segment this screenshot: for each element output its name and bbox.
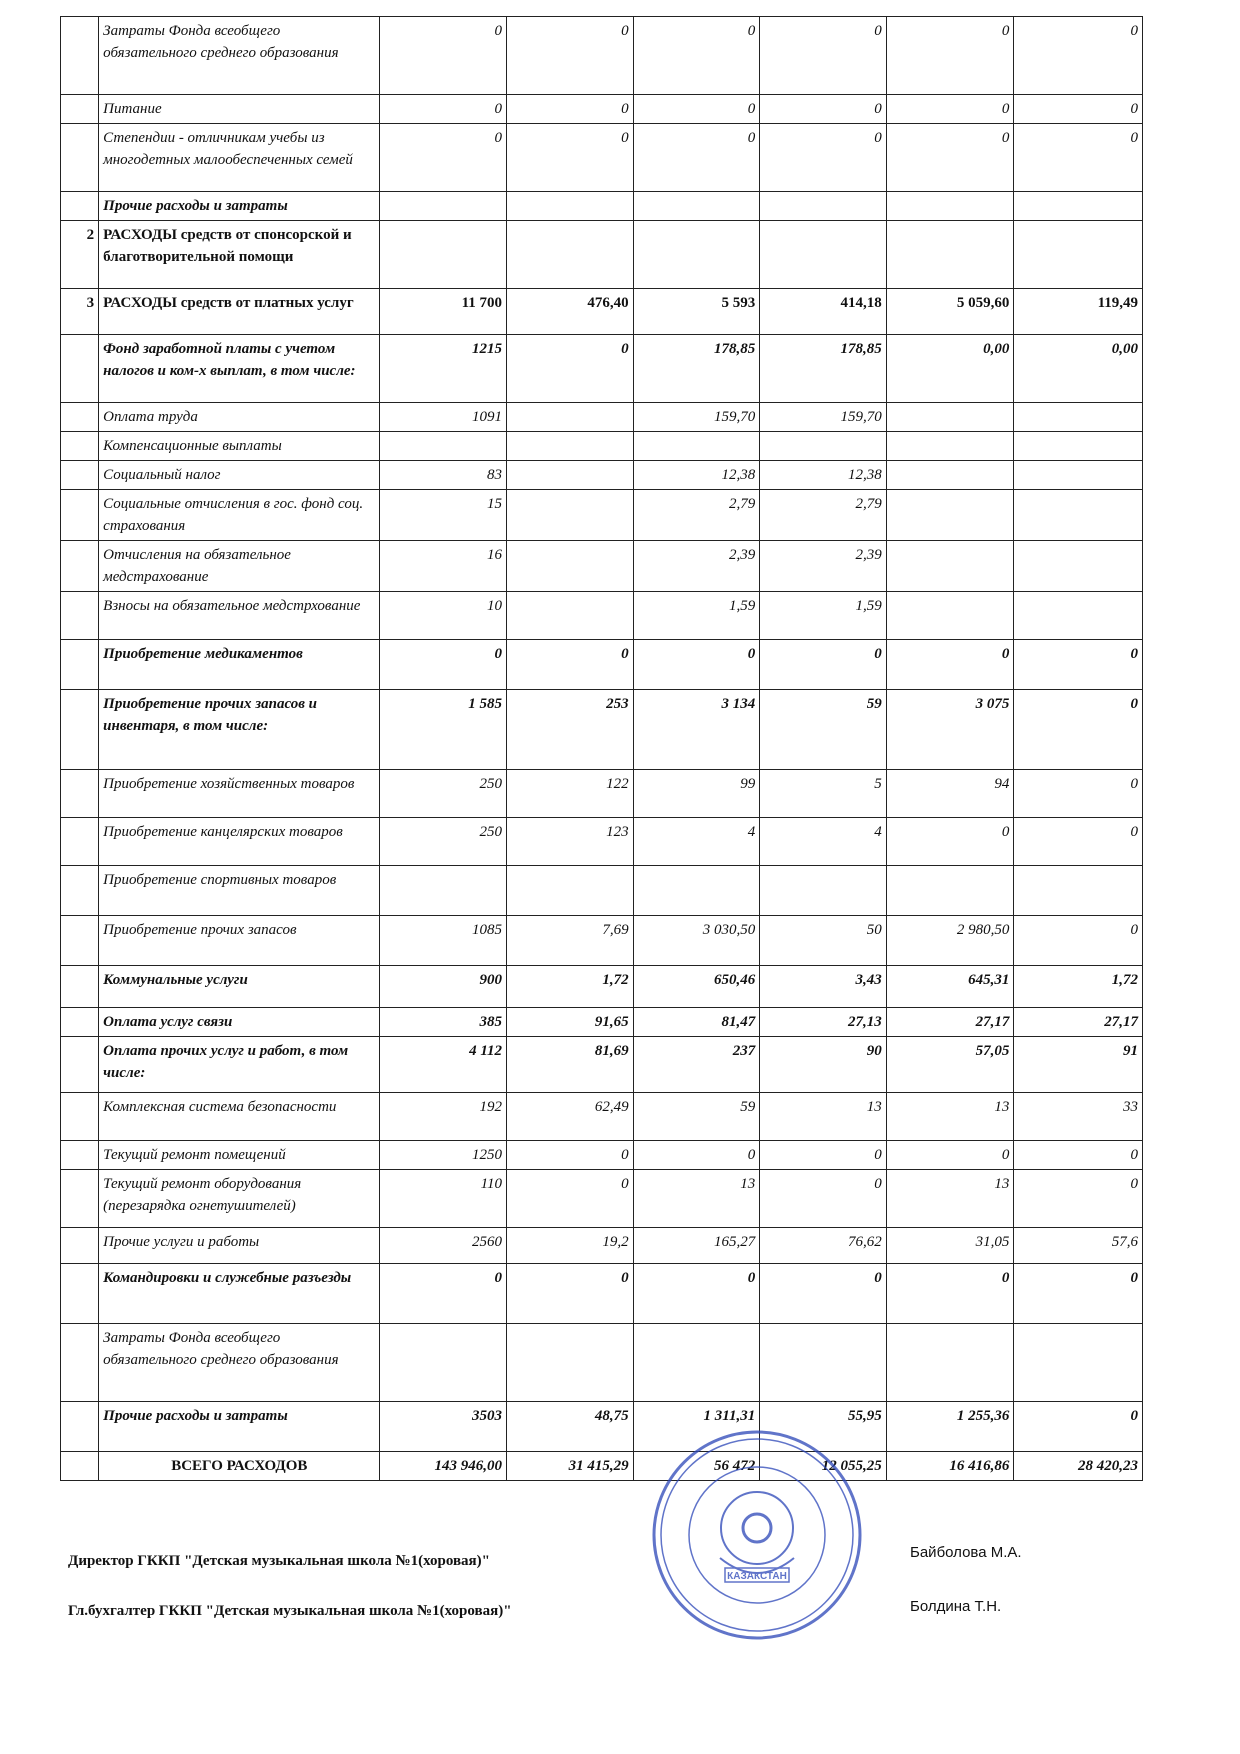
row-number [61, 592, 99, 640]
row-value-col2: 0 [507, 1141, 634, 1170]
row-value-col5 [886, 1324, 1014, 1402]
row-value-col1: 3503 [380, 1402, 507, 1452]
row-value-col2: 476,40 [507, 289, 634, 335]
row-value-col2: 0 [507, 640, 634, 690]
row-value-col1: 900 [380, 966, 507, 1008]
row-value-col3: 0 [633, 1264, 760, 1324]
row-value-col6: 27,17 [1014, 1008, 1143, 1037]
row-value-col3: 159,70 [633, 403, 760, 432]
row-value-col5: 0 [886, 1264, 1014, 1324]
row-value-col3: 1,59 [633, 592, 760, 640]
row-number [61, 432, 99, 461]
row-value-col2: 122 [507, 770, 634, 818]
row-value-col6: 0 [1014, 95, 1143, 124]
row-number [61, 1228, 99, 1264]
row-value-col2: 0 [507, 124, 634, 192]
expenses-table [60, 16, 1143, 1481]
director-title: Директор ГККП "Детская музыкальная школа №1(хоровая)" [68, 1553, 490, 1569]
table-row [61, 1141, 1143, 1170]
row-value-col1: 385 [380, 1008, 507, 1037]
table-row [61, 1264, 1143, 1324]
row-value-col2 [507, 592, 634, 640]
row-value-col5: 645,31 [886, 966, 1014, 1008]
row-value-col1: 0 [380, 124, 507, 192]
row-value-col2: 253 [507, 690, 634, 770]
row-value-col6: 0 [1014, 770, 1143, 818]
row-value-col6: 0 [1014, 690, 1143, 770]
row-value-col5: 0 [886, 1141, 1014, 1170]
row-value-col4: 13 [760, 1093, 887, 1141]
table-row [61, 916, 1143, 966]
row-value-col3: 12,38 [633, 461, 760, 490]
row-value-col4: 0 [760, 1141, 887, 1170]
row-value-col3 [633, 192, 760, 221]
row-value-col6 [1014, 490, 1143, 541]
row-value-col5 [886, 592, 1014, 640]
row-value-col4 [760, 432, 887, 461]
table-row [61, 124, 1143, 192]
accountant-name: Болдина Т.Н. [910, 1598, 1002, 1615]
total-row [61, 1452, 1143, 1481]
row-value-col3: 13 [633, 1170, 760, 1228]
row-number [61, 17, 99, 95]
row-label: Текущий ремонт помещений [99, 1141, 380, 1170]
row-number [61, 866, 99, 916]
emblem-icon [721, 1492, 793, 1564]
row-label: Комплексная система безопасности [99, 1093, 380, 1141]
row-number [61, 916, 99, 966]
row-value-col3: 3 134 [633, 690, 760, 770]
row-value-col6: 0 [1014, 1264, 1143, 1324]
row-value-col1: 1091 [380, 403, 507, 432]
row-value-col3: 81,47 [633, 1008, 760, 1037]
row-value-col1: 1 585 [380, 690, 507, 770]
table-row [61, 1093, 1143, 1141]
row-value-col2 [507, 866, 634, 916]
row-value-col4: 0 [760, 95, 887, 124]
row-value-col6 [1014, 866, 1143, 916]
row-value-col3 [633, 221, 760, 289]
row-value-col4: 4 [760, 818, 887, 866]
row-value-col1: 16 [380, 541, 507, 592]
row-value-col6: 0 [1014, 124, 1143, 192]
official-stamp [650, 1428, 865, 1643]
table-row [61, 966, 1143, 1008]
row-number [61, 966, 99, 1008]
row-value-col5: 3 075 [886, 690, 1014, 770]
row-value-col1: 0 [380, 95, 507, 124]
row-label: Оплата труда [99, 403, 380, 432]
row-number [61, 1170, 99, 1228]
table-row [61, 403, 1143, 432]
row-label: Социальный налог [99, 461, 380, 490]
row-value-col6: 0 [1014, 1402, 1143, 1452]
row-value-col3: 650,46 [633, 966, 760, 1008]
row-value-col1 [380, 192, 507, 221]
row-value-col1: 15 [380, 490, 507, 541]
row-value-col5 [886, 541, 1014, 592]
row-value-col6 [1014, 403, 1143, 432]
row-value-col5: 5 059,60 [886, 289, 1014, 335]
row-value-col4: 12,38 [760, 461, 887, 490]
row-value-col5: 27,17 [886, 1008, 1014, 1037]
row-value-col5: 13 [886, 1093, 1014, 1141]
row-number [61, 1402, 99, 1452]
row-value-col4: 0 [760, 1170, 887, 1228]
row-value-col2: 0 [507, 95, 634, 124]
row-value-col1: 4 112 [380, 1037, 507, 1093]
table-row [61, 221, 1143, 289]
row-value-col6: 91 [1014, 1037, 1143, 1093]
row-label: Затраты Фонда всеобщего обязательного среднего образования [99, 17, 380, 95]
table-row [61, 818, 1143, 866]
row-label: Приобретение прочих запасов [99, 916, 380, 966]
table-row [61, 335, 1143, 403]
row-value-col3: 5 593 [633, 289, 760, 335]
row-value-col6: 0 [1014, 1141, 1143, 1170]
row-value-col6: 0,00 [1014, 335, 1143, 403]
row-value-col4: 0 [760, 640, 887, 690]
row-number [61, 1037, 99, 1093]
table-row [61, 1228, 1143, 1264]
row-value-col6: 119,49 [1014, 289, 1143, 335]
row-value-col3 [633, 866, 760, 916]
row-value-col3: 1 311,31 [633, 1402, 760, 1452]
row-value-col6: 0 [1014, 640, 1143, 690]
row-number [61, 1093, 99, 1141]
row-number [61, 1324, 99, 1402]
row-value-col1: 0 [380, 640, 507, 690]
table-row [61, 490, 1143, 541]
row-label: Текущий ремонт оборудования (перезарядка огнетушителей) [99, 1170, 380, 1228]
row-value-col1: 250 [380, 818, 507, 866]
row-value-col2: 0 [507, 335, 634, 403]
row-number [61, 770, 99, 818]
row-value-col3: 59 [633, 1093, 760, 1141]
row-value-col1: 250 [380, 770, 507, 818]
row-value-col5 [886, 403, 1014, 432]
table-row [61, 1324, 1143, 1402]
table-row [61, 1008, 1143, 1037]
row-value-col1: 2560 [380, 1228, 507, 1264]
row-value-col3: 0 [633, 640, 760, 690]
row-value-col3: 4 [633, 818, 760, 866]
row-value-col2: 1,72 [507, 966, 634, 1008]
row-value-col1: 0 [380, 1264, 507, 1324]
row-number [61, 335, 99, 403]
row-value-col6 [1014, 592, 1143, 640]
row-label: Социальные отчисления в гос. фонд соц. страхования [99, 490, 380, 541]
row-value-col2: 62,49 [507, 1093, 634, 1141]
row-value-col6: 0 [1014, 1170, 1143, 1228]
row-value-col4: 1,59 [760, 592, 887, 640]
row-value-col4: 50 [760, 916, 887, 966]
row-value-col2: 91,65 [507, 1008, 634, 1037]
row-value-col4: 0 [760, 17, 887, 95]
row-value-col1: 1085 [380, 916, 507, 966]
table-row [61, 1402, 1143, 1452]
row-value-col4: 2,79 [760, 490, 887, 541]
row-value-col2: 0 [507, 1264, 634, 1324]
row-number [61, 461, 99, 490]
table-row [61, 95, 1143, 124]
row-value-col2 [507, 192, 634, 221]
row-value-col4: 2,39 [760, 541, 887, 592]
row-value-col2: 0 [507, 17, 634, 95]
row-value-col1: 11 700 [380, 289, 507, 335]
row-value-col2 [507, 221, 634, 289]
row-value-col5: 31,05 [886, 1228, 1014, 1264]
row-value-col5: 0 [886, 818, 1014, 866]
row-value-col4: 55,95 [760, 1402, 887, 1452]
stamp-inner-ring [661, 1439, 853, 1631]
table-row [61, 592, 1143, 640]
row-value-col5: 0 [886, 640, 1014, 690]
row-value-col4: 59 [760, 690, 887, 770]
row-value-col3: 178,85 [633, 335, 760, 403]
row-label: Прочие расходы и затраты [99, 1402, 380, 1452]
total-value-col2: 31 415,29 [507, 1452, 634, 1481]
row-value-col5 [886, 461, 1014, 490]
row-value-col2: 7,69 [507, 916, 634, 966]
row-value-col3 [633, 432, 760, 461]
row-value-col4 [760, 1324, 887, 1402]
row-value-col4: 178,85 [760, 335, 887, 403]
row-value-col3: 2,79 [633, 490, 760, 541]
row-value-col5: 13 [886, 1170, 1014, 1228]
row-value-col2: 81,69 [507, 1037, 634, 1093]
row-value-col2: 0 [507, 1170, 634, 1228]
row-value-col5: 0 [886, 95, 1014, 124]
row-value-col3: 0 [633, 95, 760, 124]
row-label: Оплата услуг связи [99, 1008, 380, 1037]
row-value-col2 [507, 490, 634, 541]
table-row [61, 17, 1143, 95]
row-value-col2 [507, 461, 634, 490]
total-value-col1: 143 946,00 [380, 1452, 507, 1481]
row-label: Прочие расходы и затраты [99, 192, 380, 221]
row-value-col3: 2,39 [633, 541, 760, 592]
row-label: Прочие услуги и работы [99, 1228, 380, 1264]
row-number [61, 124, 99, 192]
table-row [61, 1170, 1143, 1228]
emblem-center-icon [743, 1514, 771, 1542]
row-value-col6 [1014, 432, 1143, 461]
row-value-col6: 0 [1014, 17, 1143, 95]
row-label: Затраты Фонда всеобщего обязательного среднего образования [99, 1324, 380, 1402]
row-value-col1: 110 [380, 1170, 507, 1228]
row-value-col1: 1250 [380, 1141, 507, 1170]
row-value-col4 [760, 192, 887, 221]
row-value-col2: 123 [507, 818, 634, 866]
row-label: Взносы на обязательное медстрхование [99, 592, 380, 640]
expenses-table-body [61, 17, 1143, 1481]
row-value-col5 [886, 490, 1014, 541]
row-number [61, 490, 99, 541]
row-value-col4: 414,18 [760, 289, 887, 335]
row-number [61, 1141, 99, 1170]
row-label: Оплата прочих услуг и работ, в том числе: [99, 1037, 380, 1093]
row-value-col2: 19,2 [507, 1228, 634, 1264]
stamp-label: КАЗАКСТАН [727, 1571, 787, 1582]
row-value-col3: 0 [633, 124, 760, 192]
row-value-col2 [507, 541, 634, 592]
row-value-col6 [1014, 1324, 1143, 1402]
row-label: Коммунальные услуги [99, 966, 380, 1008]
row-value-col5: 57,05 [886, 1037, 1014, 1093]
row-number [61, 690, 99, 770]
row-label: Командировки и служебные разъезды [99, 1264, 380, 1324]
row-number [61, 640, 99, 690]
row-value-col4 [760, 866, 887, 916]
table-row [61, 640, 1143, 690]
row-label: Приобретение медикаментов [99, 640, 380, 690]
row-value-col1 [380, 432, 507, 461]
row-value-col6: 0 [1014, 818, 1143, 866]
table-row [61, 461, 1143, 490]
row-value-col1: 192 [380, 1093, 507, 1141]
row-number [61, 95, 99, 124]
row-value-col3: 165,27 [633, 1228, 760, 1264]
table-row [61, 541, 1143, 592]
row-value-col4 [760, 221, 887, 289]
stamp-outer-ring [654, 1432, 860, 1638]
accountant-title: Гл.бухгалтер ГККП "Детская музыкальная школа №1(хоровая)" [68, 1603, 512, 1619]
row-value-col6: 33 [1014, 1093, 1143, 1141]
row-value-col5: 0,00 [886, 335, 1014, 403]
table-row [61, 770, 1143, 818]
row-value-col6 [1014, 221, 1143, 289]
row-value-col6: 57,6 [1014, 1228, 1143, 1264]
row-label: РАСХОДЫ средств от спонсорской и благотворительной помощи [99, 221, 380, 289]
row-label: РАСХОДЫ средств от платных услуг [99, 289, 380, 335]
total-spacer [61, 1452, 99, 1481]
row-value-col3: 237 [633, 1037, 760, 1093]
row-value-col3: 0 [633, 1141, 760, 1170]
total-value-col4: 12 055,25 [760, 1452, 887, 1481]
row-value-col3: 0 [633, 17, 760, 95]
row-label: Степендии - отличникам учебы из многодетных малообеспеченных семей [99, 124, 380, 192]
total-value-col3: 56 472 [633, 1452, 760, 1481]
table-row [61, 192, 1143, 221]
row-value-col1: 83 [380, 461, 507, 490]
row-number [61, 192, 99, 221]
row-value-col1: 1215 [380, 335, 507, 403]
total-value-col5: 16 416,86 [886, 1452, 1014, 1481]
table-row [61, 289, 1143, 335]
row-value-col1 [380, 221, 507, 289]
row-value-col4: 159,70 [760, 403, 887, 432]
row-label: Приобретение спортивных товаров [99, 866, 380, 916]
row-number: 3 [61, 289, 99, 335]
row-value-col2 [507, 432, 634, 461]
row-label: Фонд заработной платы с учетом налогов и ком-х выплат, в том числе: [99, 335, 380, 403]
row-value-col5 [886, 221, 1014, 289]
row-value-col6: 1,72 [1014, 966, 1143, 1008]
row-value-col2: 48,75 [507, 1402, 634, 1452]
row-value-col5: 1 255,36 [886, 1402, 1014, 1452]
row-number [61, 403, 99, 432]
row-value-col5: 2 980,50 [886, 916, 1014, 966]
row-value-col5 [886, 866, 1014, 916]
row-value-col1 [380, 1324, 507, 1402]
table-row [61, 1037, 1143, 1093]
director-name: Байболова М.А. [910, 1544, 1022, 1561]
row-number: 2 [61, 221, 99, 289]
row-value-col6 [1014, 461, 1143, 490]
row-value-col6 [1014, 192, 1143, 221]
row-value-col4: 0 [760, 1264, 887, 1324]
row-value-col2 [507, 1324, 634, 1402]
row-number [61, 541, 99, 592]
table-row [61, 690, 1143, 770]
row-value-col4: 5 [760, 770, 887, 818]
row-value-col2 [507, 403, 634, 432]
row-value-col5 [886, 432, 1014, 461]
row-value-col4: 0 [760, 124, 887, 192]
row-label: Отчисления на обязательное медстрахование [99, 541, 380, 592]
row-value-col3: 3 030,50 [633, 916, 760, 966]
row-label: Приобретение прочих запасов и инвентаря, в том числе: [99, 690, 380, 770]
row-label: Приобретение канцелярских товаров [99, 818, 380, 866]
row-value-col4: 3,43 [760, 966, 887, 1008]
row-number [61, 1264, 99, 1324]
row-value-col5 [886, 192, 1014, 221]
row-value-col4: 90 [760, 1037, 887, 1093]
row-value-col5: 94 [886, 770, 1014, 818]
table-row [61, 866, 1143, 916]
row-value-col4: 76,62 [760, 1228, 887, 1264]
total-label: ВСЕГО РАСХОДОВ [99, 1452, 380, 1481]
total-value-col6: 28 420,23 [1014, 1452, 1143, 1481]
row-value-col5: 0 [886, 17, 1014, 95]
row-number [61, 1008, 99, 1037]
row-value-col3 [633, 1324, 760, 1402]
row-value-col1: 10 [380, 592, 507, 640]
row-value-col4: 27,13 [760, 1008, 887, 1037]
row-label: Приобретение хозяйственных товаров [99, 770, 380, 818]
row-label: Питание [99, 95, 380, 124]
row-value-col5: 0 [886, 124, 1014, 192]
row-number [61, 818, 99, 866]
row-value-col3: 99 [633, 770, 760, 818]
row-value-col1: 0 [380, 17, 507, 95]
row-value-col6: 0 [1014, 916, 1143, 966]
row-value-col1 [380, 866, 507, 916]
row-label: Компенсационные выплаты [99, 432, 380, 461]
row-value-col6 [1014, 541, 1143, 592]
table-row [61, 432, 1143, 461]
